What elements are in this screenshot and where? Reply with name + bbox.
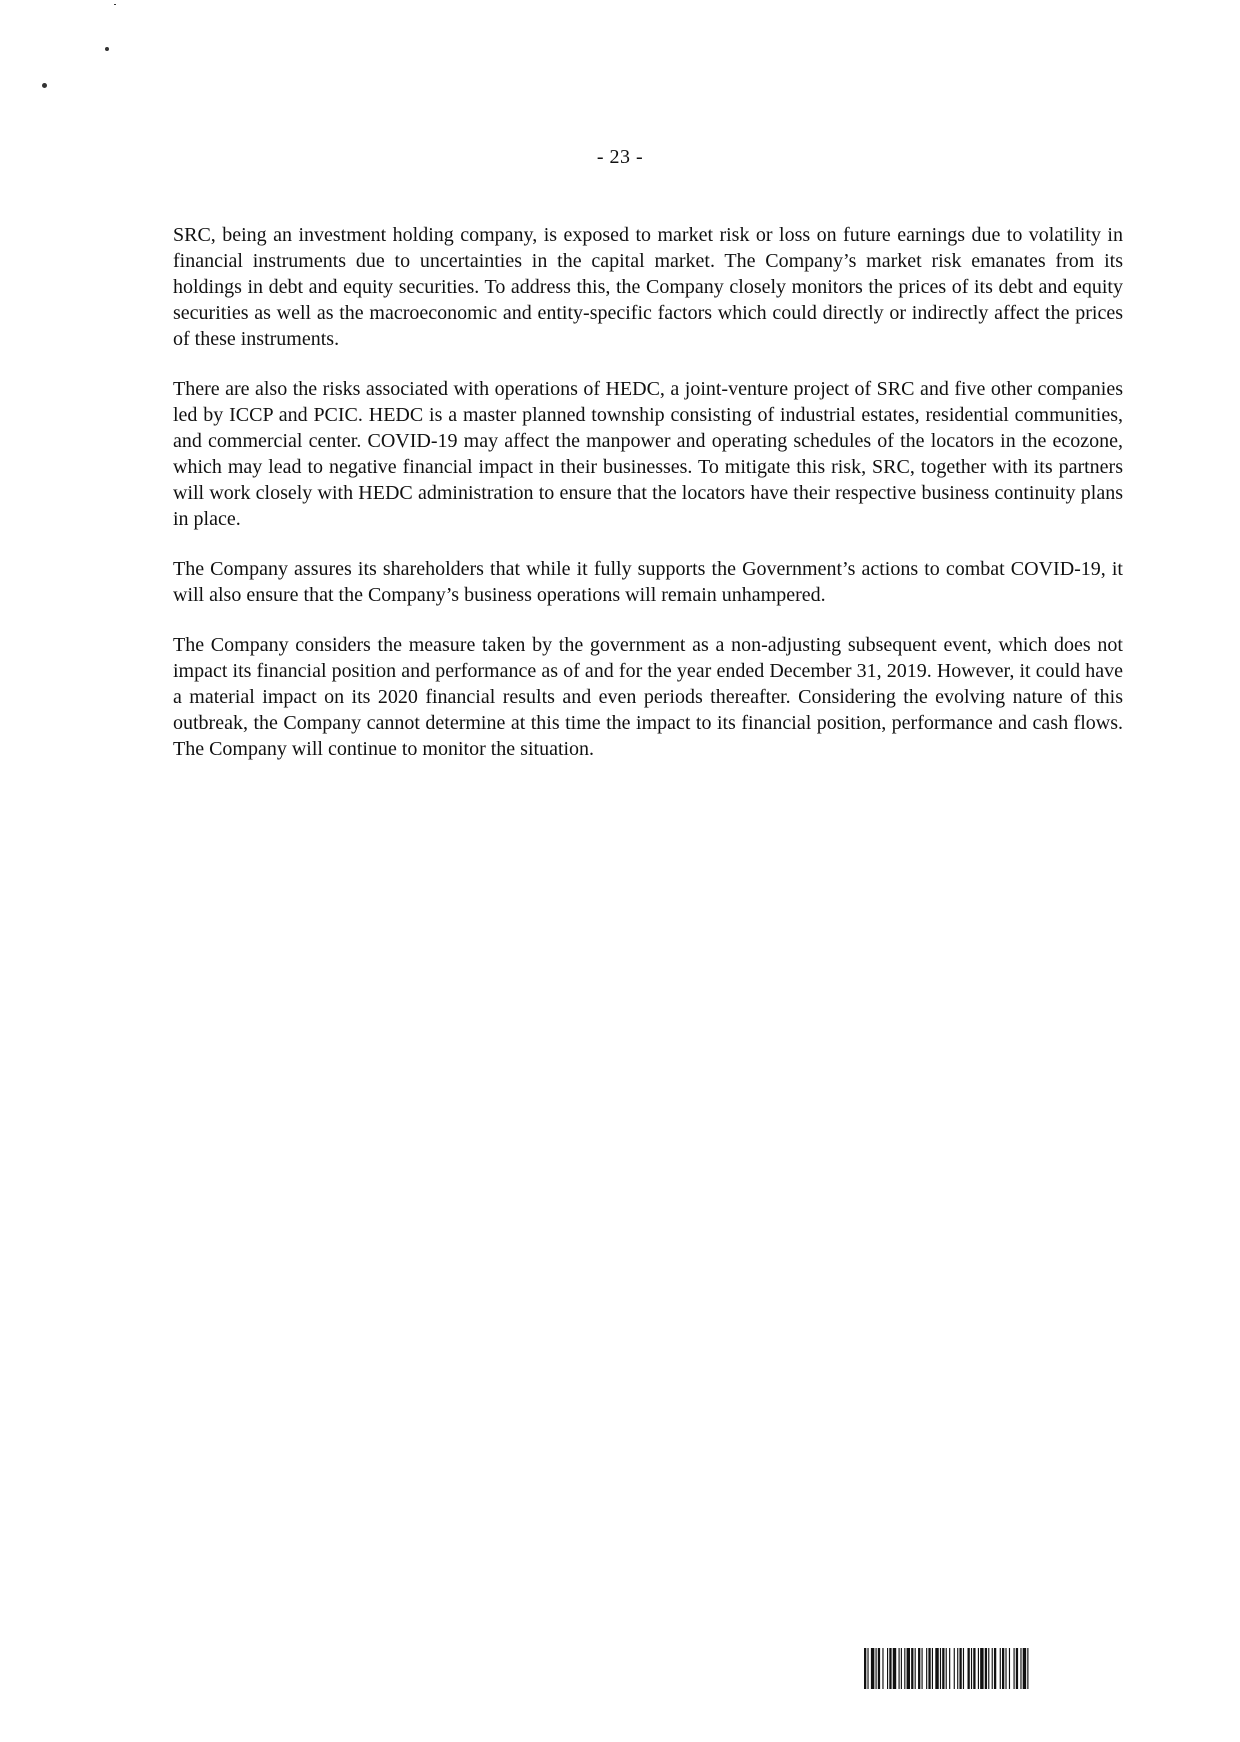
barcode-bar: [994, 1648, 996, 1689]
barcode-bar: [915, 1648, 916, 1689]
scan-speck: [114, 4, 116, 5]
barcode-bar: [935, 1648, 938, 1689]
scan-speck: [42, 83, 47, 88]
barcode-bar: [901, 1648, 902, 1689]
barcode-bar: [889, 1648, 891, 1689]
barcode-bar: [882, 1648, 883, 1689]
barcode-bar: [940, 1648, 941, 1689]
paragraph-market-risk: SRC, being an investment holding company, is exposed to market risk or loss on future earnings due to volatility in financial instruments due to uncertainties in the capital market. The Company’s market risk emanates from its holdings in debt and equity securities. To address this, the Company closely monitors the prices of its debt and equity securities as well as the macroeconomic and entity-specific factors which could directly or indirectly affect the prices of these instruments.: [173, 224, 1123, 350]
barcode-bar: [928, 1648, 930, 1689]
barcode-bar: [946, 1648, 947, 1689]
barcode-bar: [978, 1648, 979, 1689]
barcode-bar: [878, 1648, 880, 1689]
barcode-bar: [907, 1648, 910, 1689]
barcode-bar: [918, 1648, 920, 1689]
barcode-bar: [893, 1648, 896, 1689]
barcode-bar: [1005, 1648, 1006, 1689]
barcode-bar: [1027, 1648, 1028, 1689]
barcode-bar: [1020, 1648, 1021, 1689]
barcode-bar: [985, 1648, 987, 1689]
barcode-bar: [911, 1648, 913, 1689]
barcode-bar: [922, 1648, 923, 1689]
barcode-icon: [864, 1648, 1132, 1689]
barcode-bar: [968, 1648, 970, 1689]
barcode-bar: [959, 1648, 961, 1689]
paragraph-hedc-risk: There are also the risks associated with operations of HEDC, a joint-venture project of SRC and five other companies led by ICCP and PCIC. HEDC is a master planned township consisting of industrial estates, residential communities, and commercial center. COVID-19 may affect the manpower and operating schedules of the locators in the ecozone, which may lead to negative financial impact in their businesses. To mitigate this risk, SRC, together with its partners will work closely with HEDC administration to ensure that the locators have their respective business continuity plans in place.: [173, 378, 1123, 530]
barcode-bar: [864, 1648, 866, 1689]
body-text: [173, 222, 1123, 786]
barcode-bar: [954, 1648, 955, 1689]
barcode-bar: [1009, 1648, 1010, 1689]
barcode-bar: [871, 1648, 874, 1689]
barcode-bar: [942, 1648, 944, 1689]
barcode-bar: [971, 1648, 972, 1689]
barcode-bar: [1023, 1648, 1026, 1689]
barcode-bar: [876, 1648, 877, 1689]
barcode-bar: [1014, 1648, 1015, 1689]
barcode-bar: [973, 1648, 975, 1689]
barcode-bar: [949, 1648, 950, 1689]
barcode-bar: [932, 1648, 933, 1689]
barcode-bar: [957, 1648, 958, 1689]
barcode-bar: [963, 1648, 964, 1689]
barcode-bar: [1000, 1648, 1001, 1689]
paragraph-subsequent-event: The Company considers the measure taken by the government as a non-adjusting subsequent event, which does not impact its financial position and performance as of and for the year ended December 31, 2019. However, it could have a material impact on its 2020 financial results and even periods thereafter. Considering the evolving nature of this outbreak, the Company cannot determine at this time the impact to its financial position, performance and cash flows. The Company will continue to monitor the situation.: [173, 634, 1123, 760]
scan-speck: [105, 47, 109, 51]
barcode-bar: [988, 1648, 989, 1689]
barcode-bar: [926, 1648, 927, 1689]
paragraph-shareholder-assurance: The Company assures its shareholders that while it fully supports the Government’s actions to combat COVID-19, it will also ensure that the Company’s business operations will remain unhampered.: [173, 558, 1123, 606]
barcode-bar: [1002, 1648, 1004, 1689]
barcode-bar: [899, 1648, 900, 1689]
barcode-bar: [1016, 1648, 1018, 1689]
barcode-bar: [887, 1648, 888, 1689]
page-number: - 23 -: [596, 146, 644, 168]
barcode-bar: [980, 1648, 983, 1689]
barcode-bar: [867, 1648, 868, 1689]
barcode-bar: [904, 1648, 905, 1689]
barcode-bar: [992, 1648, 993, 1689]
